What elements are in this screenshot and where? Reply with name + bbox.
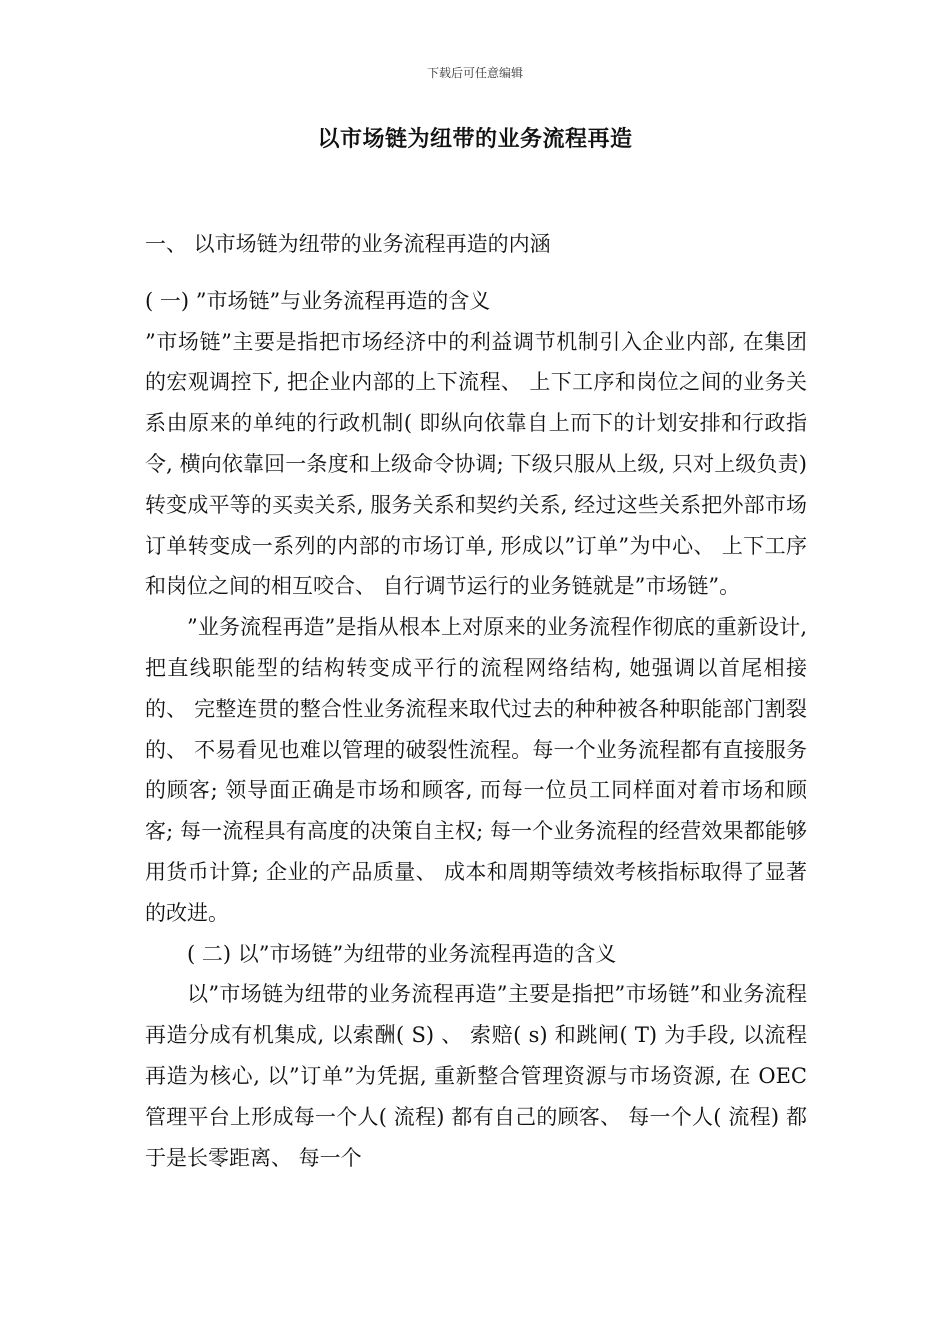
paragraph-2: ”业务流程再造”是指从根本上对原来的业务流程作彻底的重新设计, 把直线职能型的结构转变成平行的流程网络结构, 她强调以首尾相接的、 完整连贯的整合性业务流程来取代过去的种种被各种职能部门割裂的、 不易看见也难以管理的破裂性流程。每一个业务流程都有直接服务的顾客; 领导面正确是市场和顾客, 而每一位员工同样面对着市场和顾客; 每一流程具有高度的决策自主权; 每一个业务流程的经营效果都能够用货币计算; 企业的产品质量、 成本和周期等绩效考核指标取得了显著的改进。: [145, 615, 807, 925]
paragraph-1: ”市场链”主要是指把市场经济中的利益调节机制引入企业内部, 在集团的宏观调控下, 把企业内部的上下流程、 上下工序和岗位之间的业务关系由原来的单纯的行政机制( 即纵向依靠自上而下的计划安排和行政指令, 横向依靠回一条度和上级命令协调; 下级只服从上级, 只对上级负责) 转变成平等的买卖关系, 服务关系和契约关系, 经过这些关系把外部市场订单转变成一系列的内部的市场订单, 形成以”订单”为中心、 上下工序和岗位之间的相互咬合、 自行调节运行的业务链就是”市场链”。: [145, 329, 807, 599]
document-body: [145, 224, 807, 1178]
header-note: 下载后可任意编辑: [426, 66, 523, 80]
paragraph-3: 以”市场链为纽带的业务流程再造”主要是指把”市场链”和业务流程再造分成有机集成, 以索酬( S) 、 索赔( s) 和跳闸( T) 为手段, 以流程再造为核心, 以”订单”为凭据, 重新整合管理资源与市场资源, 在 OEC 管理平台上形成每一个人( 流程) 都有自己的顾客、 每一个人( 流程) 都于是长零距离、 每一个: [145, 982, 807, 1170]
subsection-heading-1: ( 一) ”市场链”与业务流程再造的含义: [145, 288, 491, 313]
section-heading-1: 一、 以市场链为纽带的业务流程再造的内涵: [145, 232, 551, 256]
document-title: 以市场链为纽带的业务流程再造: [317, 127, 633, 152]
subsection-heading-2: ( 二) 以”市场链”为纽带的业务流程再造的含义: [187, 941, 617, 966]
